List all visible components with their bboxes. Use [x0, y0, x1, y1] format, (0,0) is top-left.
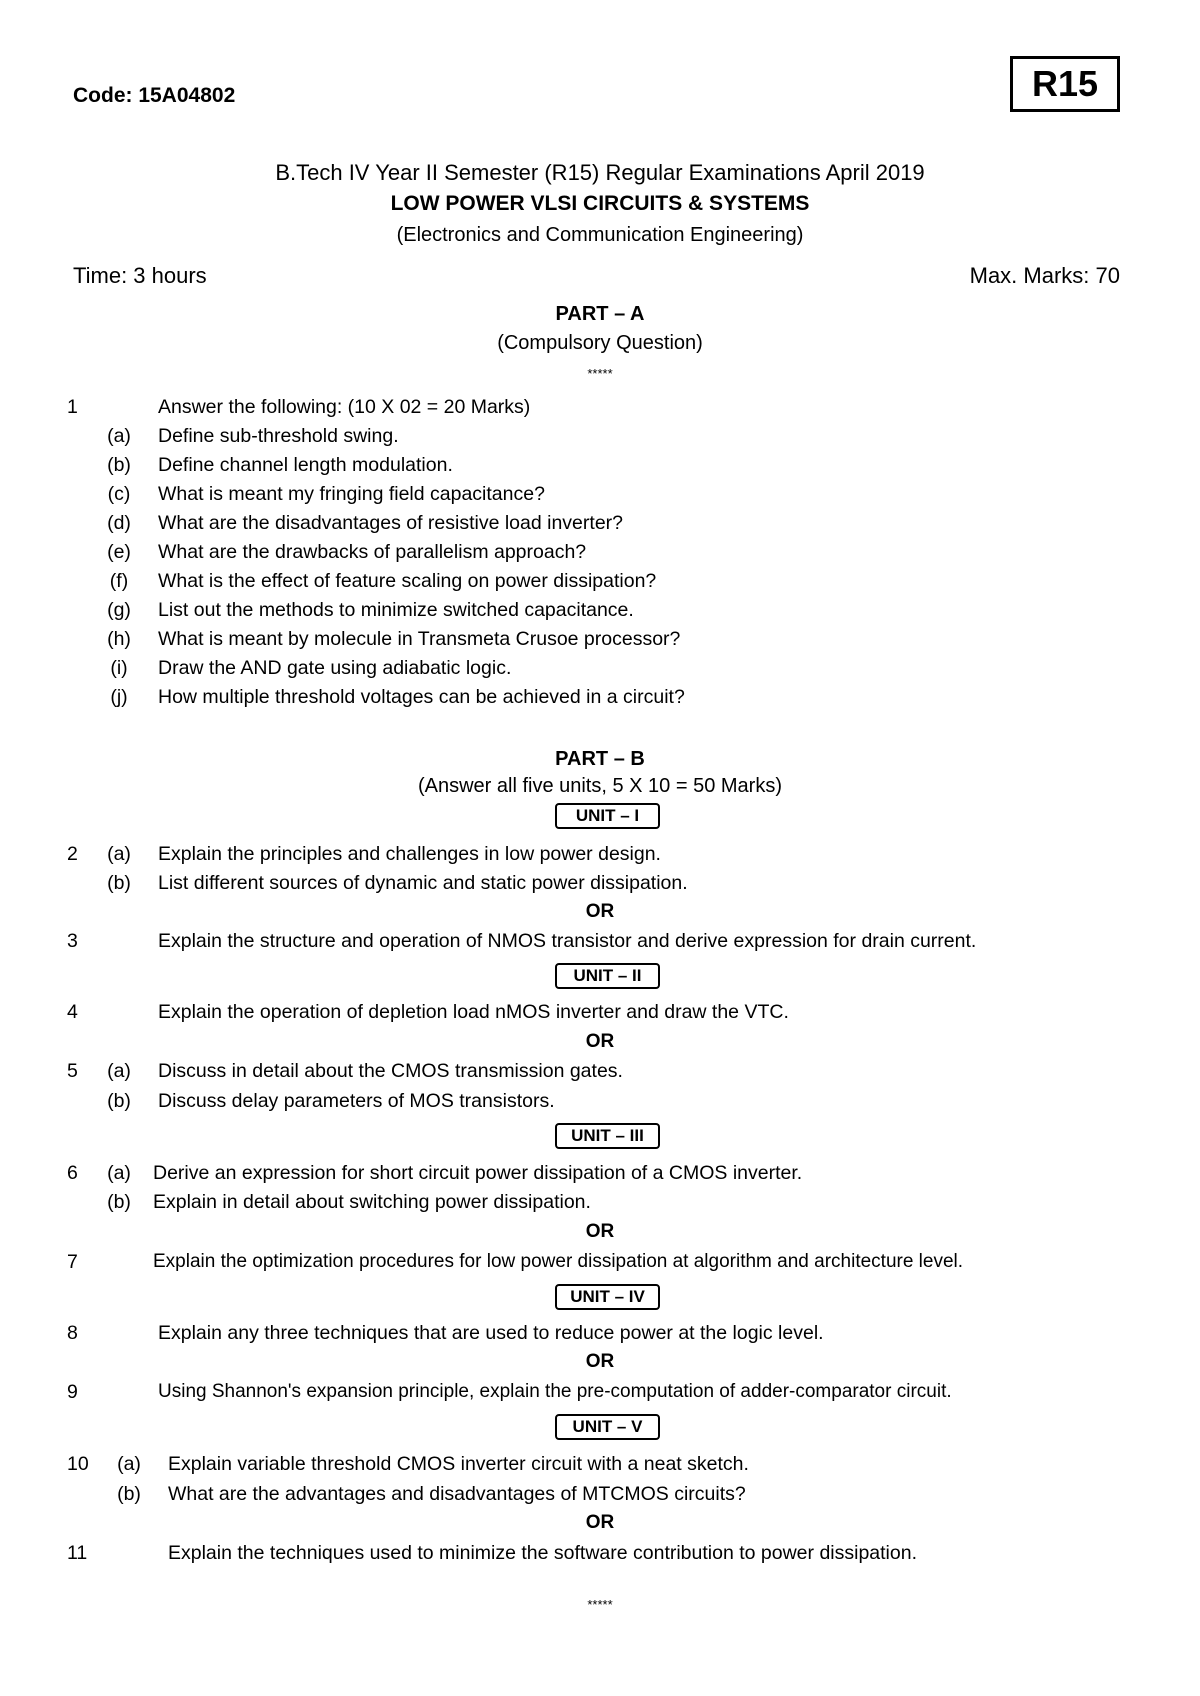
exam-title: B.Tech IV Year II Semester (R15) Regular Examinations April 2019 [275, 160, 925, 185]
question-5b: (b) Discuss delay parameters of MOS transistors. [107, 1090, 555, 1112]
unit-3-label: UNIT – III [555, 1123, 660, 1149]
part-b-title: PART – B [555, 748, 645, 770]
question-10b: (b) What are the advantages and disadvantages of MTCMOS circuits? [117, 1483, 746, 1505]
question-8: 8 Explain any three techniques that are used to reduce power at the logic level. [67, 1322, 824, 1344]
list-item: (b) Define channel length modulation. [107, 454, 453, 476]
unit-1-label: UNIT – I [555, 803, 660, 829]
question-9: 9 Using Shannon's expansion principle, explain the pre-computation of adder-comparator circuit. [67, 1381, 952, 1403]
list-item: (j) How multiple threshold voltages can be achieved in a circuit? [110, 686, 685, 708]
subject-title: LOW POWER VLSI CIRCUITS & SYSTEMS [390, 192, 810, 215]
unit-2-label: UNIT – II [555, 963, 660, 989]
list-item: (d) What are the disadvantages of resistive load inverter? [107, 512, 624, 534]
question-10a: 10 (a) Explain variable threshold CMOS inverter circuit with a neat sketch. [67, 1453, 749, 1475]
or-separator: OR [585, 1512, 615, 1533]
list-item: (a) Define sub-threshold swing. [107, 425, 399, 447]
or-separator: OR [585, 1351, 615, 1372]
question-number: 1 [67, 396, 78, 418]
question-7: 7 Explain the optimization procedures for low power dissipation at algorithm and architecture level. [67, 1251, 964, 1273]
max-marks: Max. Marks: 70 [969, 263, 1120, 288]
list-item: (h) What is meant by molecule in Transmeta Crusoe processor? [107, 628, 681, 650]
question-4: 4 Explain the operation of depletion load nMOS inverter and draw the VTC. [67, 1001, 789, 1023]
list-item: (i) Draw the AND gate using adiabatic logic. [110, 657, 512, 679]
list-item: (e) What are the drawbacks of parallelism approach? [107, 541, 587, 563]
or-separator: OR [585, 1221, 615, 1242]
question-5a: 5 (a) Discuss in detail about the CMOS transmission gates. [67, 1060, 623, 1082]
unit-4-label: UNIT – IV [555, 1284, 660, 1310]
part-a-stars: ***** [587, 366, 613, 381]
question-3: 3 Explain the structure and operation of NMOS transistor and derive expression for drain current. [67, 930, 977, 952]
time-allowed: Time: 3 hours [73, 263, 207, 288]
regulation-badge: R15 [1010, 56, 1120, 112]
question-text: Answer the following: (10 X 02 = 20 Marks) [158, 396, 531, 418]
department: (Electronics and Communication Engineering) [396, 224, 804, 246]
question-1 [0, 396, 1200, 424]
subject-code: Code: 15A04802 [73, 84, 236, 107]
list-item: (f) What is the effect of feature scaling on power dissipation? [109, 570, 657, 592]
question-2b: (b) List different sources of dynamic and static power dissipation. [107, 872, 688, 894]
part-a-note: (Compulsory Question) [497, 332, 703, 354]
part-a-title: PART – A [555, 303, 645, 325]
part-b-note: (Answer all five units, 5 X 10 = 50 Marks) [417, 775, 783, 797]
question-2a: 2 (a) Explain the principles and challenges in low power design. [67, 843, 661, 865]
or-separator: OR [585, 1031, 615, 1052]
or-separator: OR [585, 901, 615, 922]
end-stars: ***** [587, 1597, 613, 1612]
question-6b: (b) Explain in detail about switching power dissipation. [107, 1191, 591, 1213]
unit-5-label: UNIT – V [555, 1414, 660, 1440]
question-11: 11 Explain the techniques used to minimize the software contribution to power dissipation. [67, 1542, 917, 1564]
list-item: (c) What is meant my fringing field capacitance? [107, 483, 545, 505]
list-item: (g) List out the methods to minimize switched capacitance. [107, 599, 634, 621]
question-6a: 6 (a) Derive an expression for short circuit power dissipation of a CMOS inverter. [67, 1162, 803, 1184]
